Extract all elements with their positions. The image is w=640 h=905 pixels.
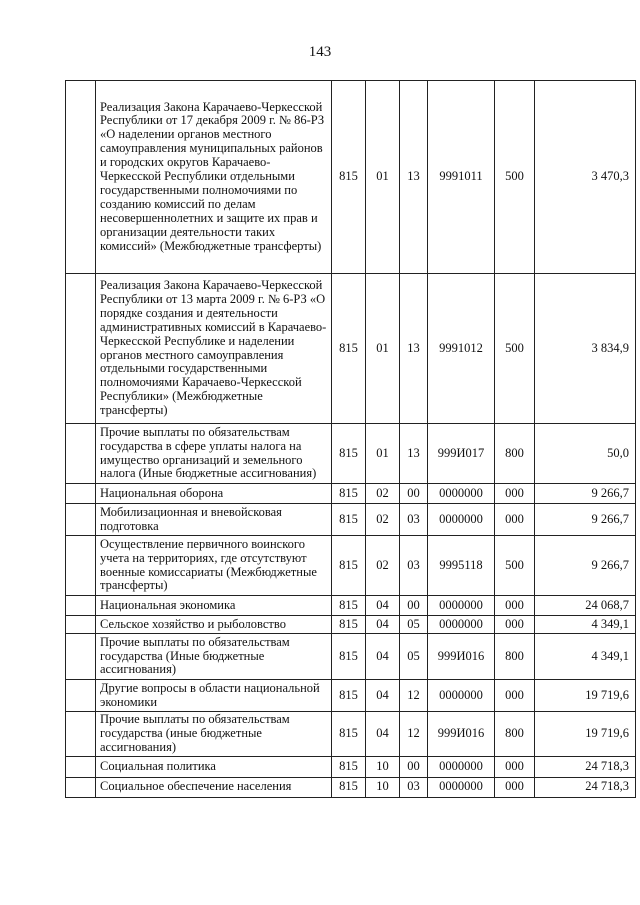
table-row [66,81,636,274]
ved-code: 815 [332,596,366,616]
row-number-cell [66,777,96,797]
section-code: 01 [366,274,400,424]
section-code: 04 [366,712,400,757]
subsection-code: 03 [400,536,428,596]
section-code: 04 [366,616,400,634]
row-number-cell [66,424,96,484]
row-name: Прочие выплаты по обязательствам государства (иные бюджетные ассигнования) [96,712,332,757]
subsection-code: 13 [400,81,428,274]
table-row [66,536,636,596]
sum-value: 50,0 [535,424,636,484]
target-article-code: 0000000 [428,484,495,504]
section-code: 10 [366,777,400,797]
subsection-code: 13 [400,274,428,424]
row-name: Прочие выплаты по обязательствам государства (Иные бюджетные ассигнования) [96,634,332,680]
target-article-code: 999И016 [428,712,495,757]
table-row [66,504,636,536]
expense-type-code: 000 [495,484,535,504]
sum-value: 9 266,7 [535,484,636,504]
row-number-cell [66,274,96,424]
ved-code: 815 [332,504,366,536]
ved-code: 815 [332,680,366,712]
row-number-cell [66,484,96,504]
subsection-code: 00 [400,756,428,777]
ved-code: 815 [332,81,366,274]
ved-code: 815 [332,616,366,634]
row-name: Национальная экономика [96,596,332,616]
row-name: Реализация Закона Карачаево-Черкесской Республики от 17 декабря 2009 г. № 86-РЗ «О наделении органов местного самоуправления муниципальных районов и городских округов Карачаево-Черкесской Республики отдельными государственными полномочиями по созданию комиссий по делам несовершеннолетних и защите их прав и организации деятельности таких комиссий» (Межбюджетные трансферты) [96,81,332,274]
table-row [66,424,636,484]
sum-value: 4 349,1 [535,616,636,634]
budget-table [65,80,636,798]
section-code: 02 [366,536,400,596]
expense-type-code: 500 [495,274,535,424]
row-name: Реализация Закона Карачаево-Черкесской Республики от 13 марта 2009 г. № 6-РЗ «О порядке создания и деятельности административных комиссий в Карачаево-Черкесской Республике и наделении органов местного самоуправления отдельными государственными полномочиями Карачаево-Черкесской Республики» (Межбюджетные трансферты) [96,274,332,424]
table-row [66,596,636,616]
target-article-code: 0000000 [428,616,495,634]
ved-code: 815 [332,634,366,680]
row-number-cell [66,596,96,616]
subsection-code: 03 [400,504,428,536]
section-code: 04 [366,596,400,616]
target-article-code: 0000000 [428,680,495,712]
target-article-code: 0000000 [428,777,495,797]
sum-value: 24 718,3 [535,777,636,797]
target-article-code: 9995118 [428,536,495,596]
sum-value: 24 068,7 [535,596,636,616]
sum-value: 19 719,6 [535,712,636,757]
expense-type-code: 000 [495,616,535,634]
table-row [66,680,636,712]
expense-type-code: 000 [495,680,535,712]
sum-value: 3 470,3 [535,81,636,274]
table-row [66,712,636,757]
section-code: 04 [366,680,400,712]
expense-type-code: 800 [495,634,535,680]
ved-code: 815 [332,756,366,777]
row-name: Социальная политика [96,756,332,777]
subsection-code: 03 [400,777,428,797]
row-number-cell [66,712,96,757]
table-row [66,756,636,777]
subsection-code: 12 [400,680,428,712]
ved-code: 815 [332,777,366,797]
table-row [66,634,636,680]
section-code: 01 [366,81,400,274]
subsection-code: 13 [400,424,428,484]
row-number-cell [66,504,96,536]
sum-value: 19 719,6 [535,680,636,712]
ved-code: 815 [332,536,366,596]
expense-type-code: 500 [495,536,535,596]
row-name: Национальная оборона [96,484,332,504]
subsection-code: 00 [400,596,428,616]
target-article-code: 0000000 [428,596,495,616]
row-number-cell [66,634,96,680]
target-article-code: 9991011 [428,81,495,274]
sum-value: 24 718,3 [535,756,636,777]
subsection-code: 05 [400,634,428,680]
section-code: 02 [366,504,400,536]
section-code: 01 [366,424,400,484]
subsection-code: 05 [400,616,428,634]
expense-type-code: 500 [495,81,535,274]
ved-code: 815 [332,712,366,757]
sum-value: 4 349,1 [535,634,636,680]
section-code: 04 [366,634,400,680]
target-article-code: 999И017 [428,424,495,484]
subsection-code: 12 [400,712,428,757]
ved-code: 815 [332,274,366,424]
row-number-cell [66,616,96,634]
expense-type-code: 000 [495,504,535,536]
table-row [66,616,636,634]
row-number-cell [66,536,96,596]
row-name: Осуществление первичного воинского учета на территориях, где отсутствуют военные комиссариаты (Межбюджетные трансферты) [96,536,332,596]
subsection-code: 00 [400,484,428,504]
expense-type-code: 000 [495,596,535,616]
expense-type-code: 000 [495,756,535,777]
table-row [66,484,636,504]
expense-type-code: 800 [495,424,535,484]
target-article-code: 999И016 [428,634,495,680]
section-code: 02 [366,484,400,504]
target-article-code: 0000000 [428,756,495,777]
target-article-code: 9991012 [428,274,495,424]
row-name: Мобилизационная и вневойсковая подготовка [96,504,332,536]
ved-code: 815 [332,424,366,484]
expense-type-code: 000 [495,777,535,797]
row-name: Другие вопросы в области национальной экономики [96,680,332,712]
expense-type-code: 800 [495,712,535,757]
ved-code: 815 [332,484,366,504]
table-row [66,274,636,424]
row-name: Социальное обеспечение населения [96,777,332,797]
table-row [66,777,636,797]
sum-value: 9 266,7 [535,536,636,596]
row-number-cell [66,756,96,777]
row-number-cell [66,81,96,274]
page-number: 143 [308,44,332,60]
row-name: Сельское хозяйство и рыболовство [96,616,332,634]
target-article-code: 0000000 [428,504,495,536]
section-code: 10 [366,756,400,777]
row-number-cell [66,680,96,712]
sum-value: 9 266,7 [535,504,636,536]
sum-value: 3 834,9 [535,274,636,424]
row-name: Прочие выплаты по обязательствам государства в сфере уплаты налога на имущество организаций и земельного налога (Иные бюджетные ассигнования) [96,424,332,484]
